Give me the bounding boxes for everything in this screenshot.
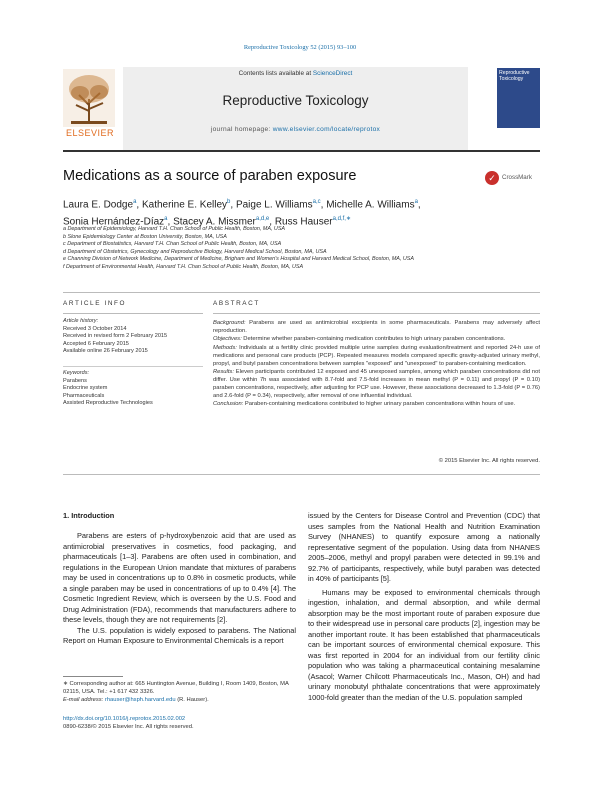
body-paragraph: issued by the Centers for Disease Control and Prevention (CDC) that uses samples from the National Health and Nutrition Examination Survey (NHANES) to quantify exposure among a nationally representative segment of the population. Using data from NHANES 2005–2006, methyl and propyl paraben were detected in 99.1% and 92.7% of participants, respectively, while butyl paraben was detected in 40% of participants [5]. — [308, 511, 540, 583]
keywords-label: Keywords: — [63, 370, 90, 376]
author-line-2: Sonia Hernández-Díaz$^a$, Stacey A. Missmer$^{a,d,e}$, Russ Hauser$^{a,d,f,∗}$ — [63, 216, 351, 228]
abstract-paragraph — [213, 320, 540, 336]
homepage-label: journal homepage: — [210, 126, 271, 133]
history-item: Received in revised form 2 February 2015 — [63, 333, 168, 340]
section-rule — [63, 292, 540, 293]
email-line — [63, 696, 296, 704]
abstract-end-rule — [63, 474, 540, 475]
history-item: Accepted 6 February 2015 — [63, 340, 129, 347]
crossmark-label[interactable]: CrossMark — [502, 174, 532, 181]
affiliations — [63, 226, 533, 272]
author-affil-mark[interactable]: a — [133, 199, 137, 205]
abstract-paragraph — [213, 345, 540, 369]
abstract-label: Conclusion: — [213, 401, 244, 408]
elsevier-tree-logo-icon — [63, 69, 115, 131]
article-title: Medications as a source of paraben exposure — [63, 168, 357, 184]
author: Katherine E. Kelley — [141, 199, 228, 211]
body-paragraph: The U.S. population is widely exposed to parabens. The National Report on Human Exposure to Environmental Chemicals is a report — [63, 625, 296, 645]
affiliation: a Department of Epidemiology, Harvard T.H. Chan School of Public Health, Boston, MA, USA — [63, 226, 286, 232]
journal-header-band — [123, 67, 468, 150]
keyword: Endocrine system — [63, 385, 108, 392]
email-suffix: (R. Hauser). — [175, 697, 209, 703]
abstract-paragraph — [213, 336, 540, 344]
contents-line — [123, 70, 468, 77]
journal-citation[interactable]: Reproductive Toxicology 52 (2015) 93–100 — [243, 44, 357, 51]
abstract-label: Background: — [213, 320, 246, 326]
history-item: Available online 26 February 2015 — [63, 348, 148, 355]
author: Sonia Hernández-Díaz — [63, 216, 165, 228]
header-rule — [63, 150, 540, 152]
author-affil-mark[interactable]: a — [414, 199, 418, 205]
author: Paige L. Williams — [235, 199, 313, 211]
affiliation: e Channing Division of Network Medicine, Department of Medicine, Brigham and Women's Hospital and Harvard Medical School, Boston, MA, USA — [63, 256, 414, 263]
keyword: Parabens — [63, 377, 87, 384]
issn-line: 0890-6238/© 2015 Elsevier Inc. All rights reserved. — [63, 724, 194, 730]
abstract-body — [213, 320, 540, 409]
keyword: Assisted Reproductive Technologies — [63, 400, 153, 407]
abstract-paragraph — [213, 401, 540, 409]
publisher-name: ELSEVIER — [65, 128, 115, 138]
author: Laura E. Dodge — [63, 199, 134, 211]
keyword: Pharmaceuticals — [63, 392, 105, 399]
abstract-text: Individuals at a fertility clinic provided multiple urine samples during evaluation/treatment and reported 24-h use of medications and personal care products (PCP). Repeated measures models compared specific gravity-adjusted urinary methyl, propyl, and butyl paraben concentrations between samples "exposed" and "unexposed" to paraben-containing medication. — [213, 344, 540, 367]
journal-title: Reproductive Toxicology — [222, 93, 369, 108]
abstract-paragraph — [213, 369, 540, 401]
author: Russ Hauser — [274, 216, 333, 228]
introduction-heading: 1. Introduction — [63, 511, 115, 520]
cover-title: Reproductive Toxicology — [499, 70, 530, 82]
footnote-rule — [63, 676, 123, 677]
abstract-text: Paraben-containing medications contributed to higher urinary paraben concentrations within hours of use. — [243, 401, 516, 408]
body-column-right — [308, 511, 540, 706]
history-label: Article history: — [63, 318, 99, 324]
doi-block — [63, 715, 296, 731]
abstract-text: Parabens are used as antimicrobial excipients in some pharmaceuticals. Parabens may adversely affect reproduction. — [213, 320, 540, 334]
author-affil-mark[interactable]: a,d,f,∗ — [332, 216, 351, 223]
author-affil-mark[interactable]: a — [164, 216, 168, 223]
article-history — [63, 318, 203, 356]
homepage-link[interactable]: www.elsevier.com/locate/reprotox — [272, 126, 381, 133]
sciencedirect-link[interactable]: ScienceDirect — [312, 70, 353, 77]
author-affil-mark[interactable]: a,c — [312, 199, 321, 205]
abstract-text: Eleven participants contributed 12 exposed and 45 unexposed samples, among which paraben concentrations did not differ. Use within 7h was associated with 8.7-fold and 7.5-fold increases in mean methyl (P = 0.11) and propyl (P = 0.10) paraben concentrations, respectively, after adjusting for PCP use. However, these associations decreased to 1.3-fold (P = 0.76) and 2.6-fold (P = 0.34), respectively, after removal of one influential individual. — [213, 368, 540, 399]
abstract-rule — [213, 313, 540, 314]
abstract-label: Results: — [213, 368, 234, 375]
affiliation: c Department of Biostatistics, Harvard T.H. Chan School of Public Health, Boston, MA, USA — [63, 241, 282, 248]
email-link[interactable]: rhauser@hsph.harvard.edu — [104, 697, 176, 703]
abstract-label: Objectives: — [213, 336, 242, 343]
author: Stacey A. Missmer — [173, 216, 256, 228]
body-paragraph: Humans may be exposed to environmental chemicals through ingestion, inhalation, and dermal absorption, and while dermal absorption may be the most important route of paraben exposure due to their widespread use in personal care products [2], ingestion may be another important route. It has been established that pharmaceuticals can be important sources of environmental chemical exposure. This was first reported in 2004 for an individual from our fertility clinic population who was taking a pharmaceutical containing mesalamine (Asacol; Warner Chilcott Pharmaceuticals Inc., Mason, OH) and had urinary monobutyl phthalate concentrations that were approximately 1000-fold greater than the median of the U.S. population sampled — [308, 587, 540, 702]
author-affil-mark[interactable]: a,d,e — [255, 216, 270, 223]
history-item: Received 3 October 2014 — [63, 325, 127, 332]
affiliation: f Department of Environmental Health, Harvard T.H. Chan School of Public Health, Boston, MA, USA — [63, 263, 304, 270]
info-divider — [63, 366, 203, 367]
corresponding-author-footnote — [63, 680, 296, 704]
email-label: E-mail address: — [63, 697, 104, 703]
abstract-heading: ABSTRACT — [213, 300, 260, 307]
body-paragraph: Parabens are esters of p-hydroxybenzoic acid that are used as antimicrobial preservatives in cosmetics, food packaging, and pharmaceuticals [1–3]. Parabens are often used in combination, and regulations in the European Union mandate that mixtures of parabens may be used in concentrations up to 0.8% in cosmetic products, while a single paraben may be used in concentrations of up to 0.4% [4]. The Cosmetic Ingredient Review, which is overseen by the U.S. Food and Drug Administration (FDA), recommends that manufacturers adhere to these levels, though they are not requirements [2]. — [63, 531, 296, 624]
crossmark-icon[interactable]: ✓ — [485, 171, 499, 185]
author-line-1: Laura E. Dodge$^a$, Katherine E. Kelley$^b$, Paige L. Williams$^{a,c}$, Michelle A. Williams$^a$, — [63, 199, 421, 211]
contents-prefix: Contents lists available at — [238, 70, 312, 77]
doi-link[interactable]: http://dx.doi.org/10.1016/j.reprotox.2015.02.002 — [63, 716, 186, 722]
body-column-left — [63, 531, 296, 647]
abstract-text: Determine whether paraben-containing medication contributes to high urinary paraben concentrations. — [241, 336, 506, 343]
author-list — [63, 195, 543, 230]
affiliation: d Department of Obstetrics, Gynecology and Reproductive Biology, Harvard Medical School, Boston, MA, USA — [63, 248, 327, 255]
author: Michelle A. Williams — [326, 199, 415, 211]
corresponding-author: ∗ Corresponding author at: 665 Huntington Avenue, Building I, Room 1409, Boston, MA 02115, USA. Tel.: +1 617 432 3326. — [63, 681, 289, 695]
author-affil-mark[interactable]: b — [227, 199, 231, 205]
journal-homepage — [123, 126, 468, 133]
abstract-label: Methods: — [213, 344, 237, 351]
affiliation: b Slone Epidemiology Center at Boston University, Boston, MA, USA — [63, 233, 227, 240]
keywords — [63, 370, 203, 408]
article-info-heading: ARTICLE INFO — [63, 300, 127, 307]
article-info-rule — [63, 313, 203, 314]
abstract-copyright: © 2015 Elsevier Inc. All rights reserved. — [438, 458, 540, 464]
